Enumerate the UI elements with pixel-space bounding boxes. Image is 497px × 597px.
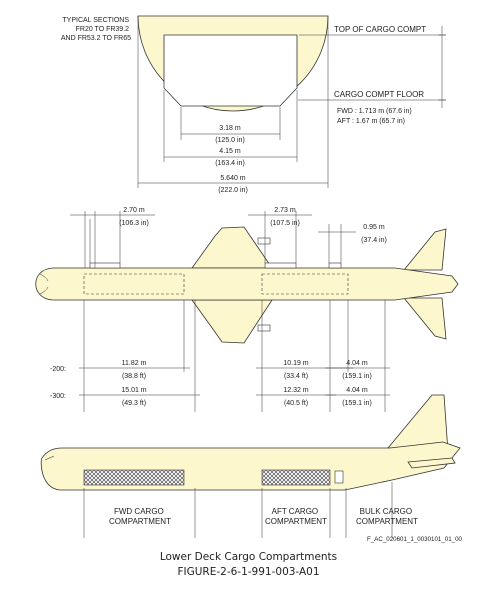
- dim-5640-m: 5.640 m: [220, 175, 246, 182]
- aircraft-plan-view: [36, 227, 458, 343]
- bulk-door: [329, 263, 341, 268]
- lower-wing: [192, 300, 272, 343]
- dim-415-m: 4.15 m: [219, 148, 241, 155]
- aft-compartment-side: [262, 470, 330, 485]
- engine-upper: [258, 238, 270, 244]
- top-of-cargo-label: TOP OF CARGO COMPT: [334, 25, 427, 34]
- variant-200-label: -200:: [50, 366, 66, 373]
- cargo-compartment-section: [164, 35, 297, 106]
- fwd-compartment-label: FWD CARGO COMPARTMENT: [109, 507, 171, 526]
- variant-300-label: -300:: [50, 393, 66, 400]
- bulk-compartment-label: BULK CARGO COMPARTMENT: [356, 507, 418, 526]
- fwd-door: [90, 263, 120, 268]
- bulk-door-in: (37.4 in): [361, 237, 387, 244]
- upper-wing: [192, 227, 272, 268]
- upper-stabilizer: [404, 229, 446, 270]
- aft-door: [265, 263, 296, 268]
- figure-reference-id: F_AC_020601_1_0030101_01_00: [367, 536, 462, 543]
- bulk-length-200-in: (159.1 in): [342, 373, 372, 380]
- bulk-length-300-m: 4.04 m: [346, 387, 368, 394]
- aft-door-in: (107.5 in): [270, 220, 300, 227]
- caption-figure: FIGURE-2-6-1-991-003-A01: [177, 566, 320, 578]
- fwd-door-m: 2.70 m: [123, 207, 145, 214]
- aft-compartment-label: AFT CARGO COMPARTMENT: [265, 507, 327, 526]
- aft-length-200-ft: (33.4 ft): [283, 373, 309, 380]
- cargo-floor-label: CARGO COMPT FLOOR: [334, 90, 425, 99]
- fuselage-plan: [36, 268, 458, 300]
- typical-sections-label: TYPICAL SECTIONS FR20 TO FR39.2 AND FR53.2 TO FR65: [60, 17, 131, 42]
- fwd-compartment-side: [84, 470, 184, 485]
- dim-318-m: 3.18 m: [219, 125, 241, 132]
- fwd-length-300-ft: (49.3 ft): [121, 400, 147, 407]
- aft-height-label: AFT : 1.67 m (65.7 in): [337, 118, 405, 125]
- engine-lower: [258, 325, 270, 331]
- fuselage-cross-section: [138, 16, 328, 111]
- aft-length-300-m: 12.32 m: [283, 387, 309, 394]
- fwd-length-200-m: 11.82 m: [121, 360, 147, 367]
- bulk-compartment-side: [335, 471, 343, 483]
- dim-5640-in: (222.0 in): [218, 187, 248, 194]
- aft-length-200-m: 10.19 m: [283, 360, 309, 367]
- fwd-height-label: FWD : 1.713 m (67.6 in): [337, 108, 412, 115]
- lower-stabilizer: [404, 298, 446, 339]
- dim-318-in: (125.0 in): [215, 137, 245, 144]
- aft-door-m: 2.73 m: [274, 207, 296, 214]
- caption-title: Lower Deck Cargo Compartments: [159, 551, 338, 563]
- fwd-door-in: (106.3 in): [119, 220, 149, 227]
- bulk-door-m: 0.95 m: [363, 224, 385, 231]
- bulk-length-200-m: 4.04 m: [346, 360, 368, 367]
- fwd-length-200-ft: (38.8 ft): [121, 373, 147, 380]
- fwd-length-300-m: 15.01 m: [121, 387, 147, 394]
- aft-length-300-ft: (40.5 ft): [283, 400, 309, 407]
- bulk-length-300-in: (159.1 in): [342, 400, 372, 407]
- dim-415-in: (163.4 in): [215, 160, 245, 167]
